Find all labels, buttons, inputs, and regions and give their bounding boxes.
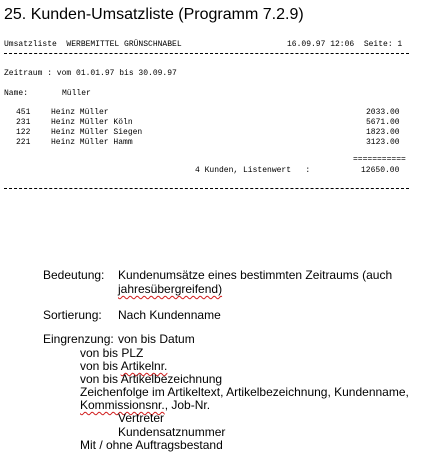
report-row-number: 451 [16, 108, 31, 117]
sortierung-value: Nach Kundenname [118, 308, 221, 322]
eingrenzung-zeichenfolge: Zeichenfolge im Artikeltext, Artikelbezeichnung, Kundenname, [80, 385, 409, 399]
report-total-value: 12650.00 [361, 166, 400, 175]
report-row-number: 122 [16, 128, 31, 137]
report-row-name: Heinz Müller Siegen [51, 128, 143, 137]
eingrenzung-kundensatz: Kundensatznummer [118, 425, 226, 439]
report-row-amount: 2033.00 [366, 108, 400, 117]
report-row-number: 221 [16, 138, 31, 147]
report-header-left: Umsatzliste WERBEMITTEL GRÜNSCHNABEL [4, 40, 182, 49]
bedeutung-text-line2-word: jahresübergreifend) [118, 282, 223, 296]
eingrenzung-kommission-word: Kommissionsnr. [80, 398, 165, 412]
eingrenzung-vertreter: Vertreter [118, 411, 165, 425]
report-row-amount: 5671.00 [366, 118, 400, 127]
eingrenzung-artikelbez-word: Artikelbezeichnung [120, 372, 223, 386]
bedeutung-text-line2 [118, 282, 222, 296]
bedeutung-label: Bedeutung: [43, 268, 105, 282]
report-header-right: 16.09.97 12:06 Seite: 1 [287, 40, 403, 49]
eingrenzung-jobnr: , Job-Nr. [164, 398, 211, 412]
eingrenzung-artikelbez-prefix: von bis [80, 372, 121, 386]
eingrenzung-artikelnr-prefix: von bis [80, 359, 121, 373]
page-title: 25. Kunden-Umsatzliste (Programm 7.2.9) [4, 6, 304, 23]
report-total-label: 4 Kunden, Listenwert : [195, 166, 311, 175]
eingrenzung-datum: von bis Datum [118, 332, 195, 346]
report-rule-top [4, 53, 409, 54]
report-rule-bottom [4, 188, 409, 189]
report-row-name: Heinz Müller Hamm [51, 138, 133, 147]
report-name-label: Name: [4, 89, 29, 98]
eingrenzung-auftragsbestand: Mit / ohne Auftragsbestand [80, 438, 223, 452]
report-period: Zeitraum : vom 01.01.97 bis 30.09.97 [4, 69, 177, 78]
report-row-name: Heinz Müller [51, 108, 109, 117]
report-row-number: 231 [16, 118, 31, 127]
eingrenzung-artikelbez [80, 372, 222, 386]
eingrenzung-artikelnr-word: Artikelnr. [120, 359, 168, 373]
report-double-line: =========== [353, 155, 406, 164]
report-name-value: Müller [62, 89, 91, 98]
eingrenzung-artikelnr [80, 359, 167, 373]
sortierung-label: Sortierung: [43, 308, 102, 322]
report-row-name: Heinz Müller Köln [51, 118, 133, 127]
report-row-amount: 3123.00 [366, 138, 400, 147]
report-row-amount: 1823.00 [366, 128, 400, 137]
eingrenzung-plz: von bis PLZ [80, 346, 144, 360]
eingrenzung-kommission [80, 398, 210, 412]
eingrenzung-label: Eingrenzung: [43, 332, 114, 346]
bedeutung-text-line1: Kundenumsätze eines bestimmten Zeitraums (auch [118, 268, 393, 282]
